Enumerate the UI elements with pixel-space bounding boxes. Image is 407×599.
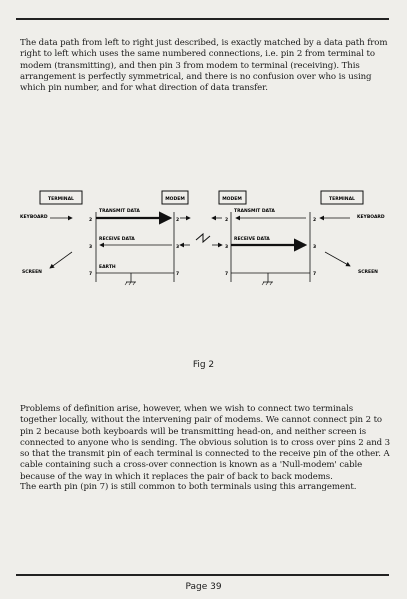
paragraph-null-modem: Problems of definition arise, however, when we wish to connect two terminals together locally, without the intervening pair of modems. We cannot connect pin 2 to pin 2 because both keyboards will be transmitting head-on, and neither screen is connected to anyone who is sending. The obvious solution is to cross over pins 2 and 3 so that the transmit pin of each terminal is connected to the receive pin of the other. A cable containing such a cross-over connection is known as a 'Null-modem' cable because of the way in which it replaces the pair of back to back modems.	[20, 404, 391, 482]
terminal-right-label: TERMINAL	[329, 197, 355, 202]
pin-3-right: 3	[313, 245, 317, 250]
modem-right-label: MODEM	[222, 197, 242, 202]
keyboard-left-label: KEYBOARD	[20, 215, 48, 220]
transmit-data-right: TRANSMIT DATA	[234, 209, 275, 214]
phone-line-symbol	[196, 234, 210, 242]
pin-7-modem-left: 7	[176, 272, 180, 277]
pin-7-left: 7	[89, 272, 93, 277]
pin-7-modem-right: 7	[225, 272, 229, 277]
pin-2-modem-right: 2	[225, 218, 229, 223]
screen-left-label: SCREEN	[22, 270, 42, 275]
modem-left-label: MODEM	[165, 197, 185, 202]
pin-7-right: 7	[313, 272, 317, 277]
pin-3-modem-left: 3	[176, 245, 180, 250]
receive-data-left: RECEIVE DATA	[99, 237, 135, 242]
terminal-left-label: TERMINAL	[48, 197, 74, 202]
connection-diagram	[0, 180, 407, 295]
pin-2-modem-left: 2	[176, 218, 180, 223]
keyboard-right-label: KEYBOARD	[357, 215, 385, 220]
pin-2-left: 2	[89, 218, 93, 223]
paragraph-earth-pin: The earth pin (pin 7) is still common to both terminals using this arrangement.	[20, 482, 357, 492]
screen-right-label: SCREEN	[358, 270, 378, 275]
earth-left: EARTH	[99, 265, 116, 270]
page-number: Page 39	[185, 582, 222, 592]
receive-data-right: RECEIVE DATA	[234, 237, 270, 242]
paragraph-intro: The data path from left to right just described, is exactly matched by a data path from right to left which uses the same numbered connections, i.e. pin 2 from terminal to modem (transmitting), and then pin 3 from modem to terminal (receiving). This arrangement is perfectly symmetrical, and there is no confusion over who is using which pin number, and for what direction of data transfer.	[20, 38, 388, 94]
pin-2-right: 2	[313, 218, 317, 223]
figure-caption: Fig 2	[192, 360, 215, 370]
pin-3-modem-right: 3	[225, 245, 229, 250]
top-rule	[16, 18, 389, 20]
bottom-rule	[16, 574, 389, 576]
pin-3-left: 3	[89, 245, 93, 250]
transmit-data-left: TRANSMIT DATA	[99, 209, 140, 214]
